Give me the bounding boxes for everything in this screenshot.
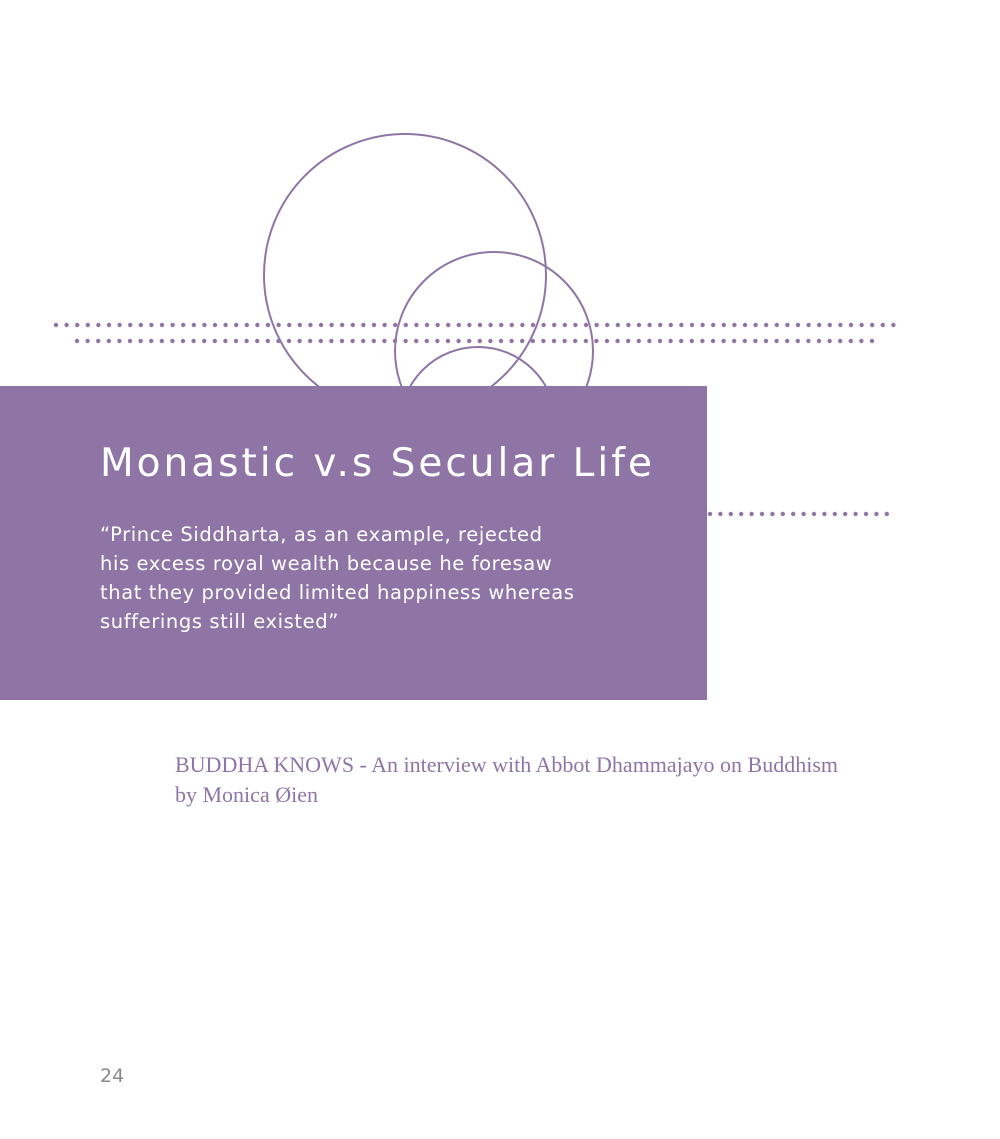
dot: [138, 339, 142, 343]
dot: [488, 323, 492, 327]
dot: [139, 323, 143, 327]
dot: [849, 339, 853, 343]
dot: [679, 339, 683, 343]
dot: [833, 512, 837, 516]
dot: [446, 339, 450, 343]
dot: [729, 512, 733, 516]
dot: [372, 323, 376, 327]
dot: [446, 323, 450, 327]
dot: [298, 323, 302, 327]
dot: [234, 339, 238, 343]
dot: [308, 323, 312, 327]
dot: [531, 323, 535, 327]
dot: [393, 339, 397, 343]
dot: [403, 339, 407, 343]
dot: [266, 339, 270, 343]
dot: [297, 339, 301, 343]
dot: [658, 339, 662, 343]
dot: [859, 323, 863, 327]
dot: [679, 323, 683, 327]
dot: [213, 339, 217, 343]
dot: [117, 323, 121, 327]
dot: [647, 339, 651, 343]
dot: [637, 339, 641, 343]
dot: [287, 323, 291, 327]
dot: [181, 339, 185, 343]
dot: [202, 339, 206, 343]
dot: [743, 323, 747, 327]
dot: [435, 339, 439, 343]
dot: [806, 339, 810, 343]
dot: [669, 323, 673, 327]
dot: [870, 339, 874, 343]
dot: [573, 339, 577, 343]
dot: [128, 323, 132, 327]
dot: [520, 339, 524, 343]
dot: [753, 339, 757, 343]
dot: [404, 323, 408, 327]
dot: [319, 323, 323, 327]
dot: [255, 339, 259, 343]
dot: [350, 339, 354, 343]
dot: [637, 323, 641, 327]
dot: [223, 339, 227, 343]
dot: [223, 323, 227, 327]
dot: [499, 323, 503, 327]
dot: [711, 323, 715, 327]
dot: [838, 323, 842, 327]
dot: [393, 323, 397, 327]
dot: [594, 339, 598, 343]
dot: [774, 339, 778, 343]
dot: [711, 339, 715, 343]
page-number: 24: [100, 1065, 125, 1087]
source-line: by Monica Øien: [175, 782, 318, 807]
large-circle-outline: [264, 134, 546, 416]
dot: [425, 323, 429, 327]
dot: [372, 339, 376, 343]
dot: [117, 339, 121, 343]
dot: [329, 323, 333, 327]
dot: [213, 323, 217, 327]
dot: [874, 512, 878, 516]
dot: [721, 339, 725, 343]
dot: [822, 512, 826, 516]
dot: [170, 339, 174, 343]
dot: [191, 339, 195, 343]
dot: [541, 339, 545, 343]
dot: [425, 339, 429, 343]
dot: [817, 339, 821, 343]
dot: [541, 323, 545, 327]
dot: [891, 323, 895, 327]
dot: [864, 512, 868, 516]
dot: [690, 339, 694, 343]
dot: [828, 323, 832, 327]
dot: [467, 323, 471, 327]
dot: [531, 339, 535, 343]
dot: [276, 339, 280, 343]
dot: [96, 339, 100, 343]
dot: [54, 323, 58, 327]
dot: [414, 323, 418, 327]
dot: [616, 323, 620, 327]
dot: [520, 323, 524, 327]
dot: [75, 323, 79, 327]
dot: [615, 339, 619, 343]
quote-line: “Prince Siddharta, as an example, rejected: [100, 523, 543, 546]
dot: [340, 339, 344, 343]
dot: [107, 323, 111, 327]
pull-quote: [100, 520, 575, 636]
dot: [107, 339, 111, 343]
dot: [760, 512, 764, 516]
dot: [488, 339, 492, 343]
dot: [382, 339, 386, 343]
dot: [796, 323, 800, 327]
source-line: BUDDHA KNOWS - An interview with Abbot Dhammajayo on Buddhism: [175, 752, 839, 777]
dot: [658, 323, 662, 327]
dot: [160, 323, 164, 327]
dot: [287, 339, 291, 343]
dot: [478, 339, 482, 343]
dot: [668, 339, 672, 343]
dot: [255, 323, 259, 327]
dot: [319, 339, 323, 343]
dot: [594, 323, 598, 327]
dot: [234, 323, 238, 327]
dot: [764, 323, 768, 327]
dot: [552, 323, 556, 327]
dot: [351, 323, 355, 327]
dot: [192, 323, 196, 327]
dot: [181, 323, 185, 327]
dot: [552, 339, 556, 343]
quote-line: that they provided limited happiness whereas: [100, 581, 575, 604]
dot: [85, 339, 89, 343]
dot: [149, 323, 153, 327]
dot: [605, 323, 609, 327]
dot: [812, 512, 816, 516]
dot: [605, 339, 609, 343]
dot: [509, 339, 513, 343]
dot: [573, 323, 577, 327]
dot: [266, 323, 270, 327]
dot: [361, 323, 365, 327]
dot: [563, 323, 567, 327]
dot: [64, 323, 68, 327]
dot: [749, 512, 753, 516]
dot: [817, 323, 821, 327]
source-citation: [175, 750, 838, 810]
dot: [739, 512, 743, 516]
dot: [764, 339, 768, 343]
dot: [626, 323, 630, 327]
dot: [743, 339, 747, 343]
dot: [781, 512, 785, 516]
dot: [86, 323, 90, 327]
dot: [414, 339, 418, 343]
dot: [202, 323, 206, 327]
dot: [435, 323, 439, 327]
dot: [382, 323, 386, 327]
dot: [499, 339, 503, 343]
dot: [796, 339, 800, 343]
dot: [770, 512, 774, 516]
dot: [329, 339, 333, 343]
dot: [859, 339, 863, 343]
dot: [843, 512, 847, 516]
dot: [827, 339, 831, 343]
page-title: Monastic v.s Secular Life: [100, 441, 655, 486]
dot: [75, 339, 79, 343]
dot: [457, 323, 461, 327]
dot: [700, 339, 704, 343]
dot: [160, 339, 164, 343]
dot: [467, 339, 471, 343]
dot: [791, 512, 795, 516]
dot: [245, 323, 249, 327]
dot: [732, 323, 736, 327]
dot: [801, 512, 805, 516]
quote-line: sufferings still existed”: [100, 610, 339, 633]
dot: [361, 339, 365, 343]
dot: [308, 339, 312, 343]
dot: [838, 339, 842, 343]
dot: [170, 323, 174, 327]
dot: [276, 323, 280, 327]
dot: [149, 339, 153, 343]
dot: [647, 323, 651, 327]
dot: [849, 323, 853, 327]
dot: [584, 323, 588, 327]
dot: [456, 339, 460, 343]
dot: [853, 512, 857, 516]
dot: [870, 323, 874, 327]
dot: [478, 323, 482, 327]
dot: [128, 339, 132, 343]
dot: [700, 323, 704, 327]
dot: [732, 339, 736, 343]
quote-line: his excess royal wealth because he foresaw: [100, 552, 553, 575]
dot: [626, 339, 630, 343]
dot: [690, 323, 694, 327]
dot: [584, 339, 588, 343]
dot: [785, 339, 789, 343]
dot: [562, 339, 566, 343]
dot: [775, 323, 779, 327]
dot: [806, 323, 810, 327]
dot: [753, 323, 757, 327]
dot: [881, 323, 885, 327]
dot: [244, 339, 248, 343]
dot: [885, 512, 889, 516]
dot: [340, 323, 344, 327]
dot: [96, 323, 100, 327]
dot: [718, 512, 722, 516]
dot: [722, 323, 726, 327]
dot: [708, 512, 712, 516]
dot: [510, 323, 514, 327]
dot: [785, 323, 789, 327]
